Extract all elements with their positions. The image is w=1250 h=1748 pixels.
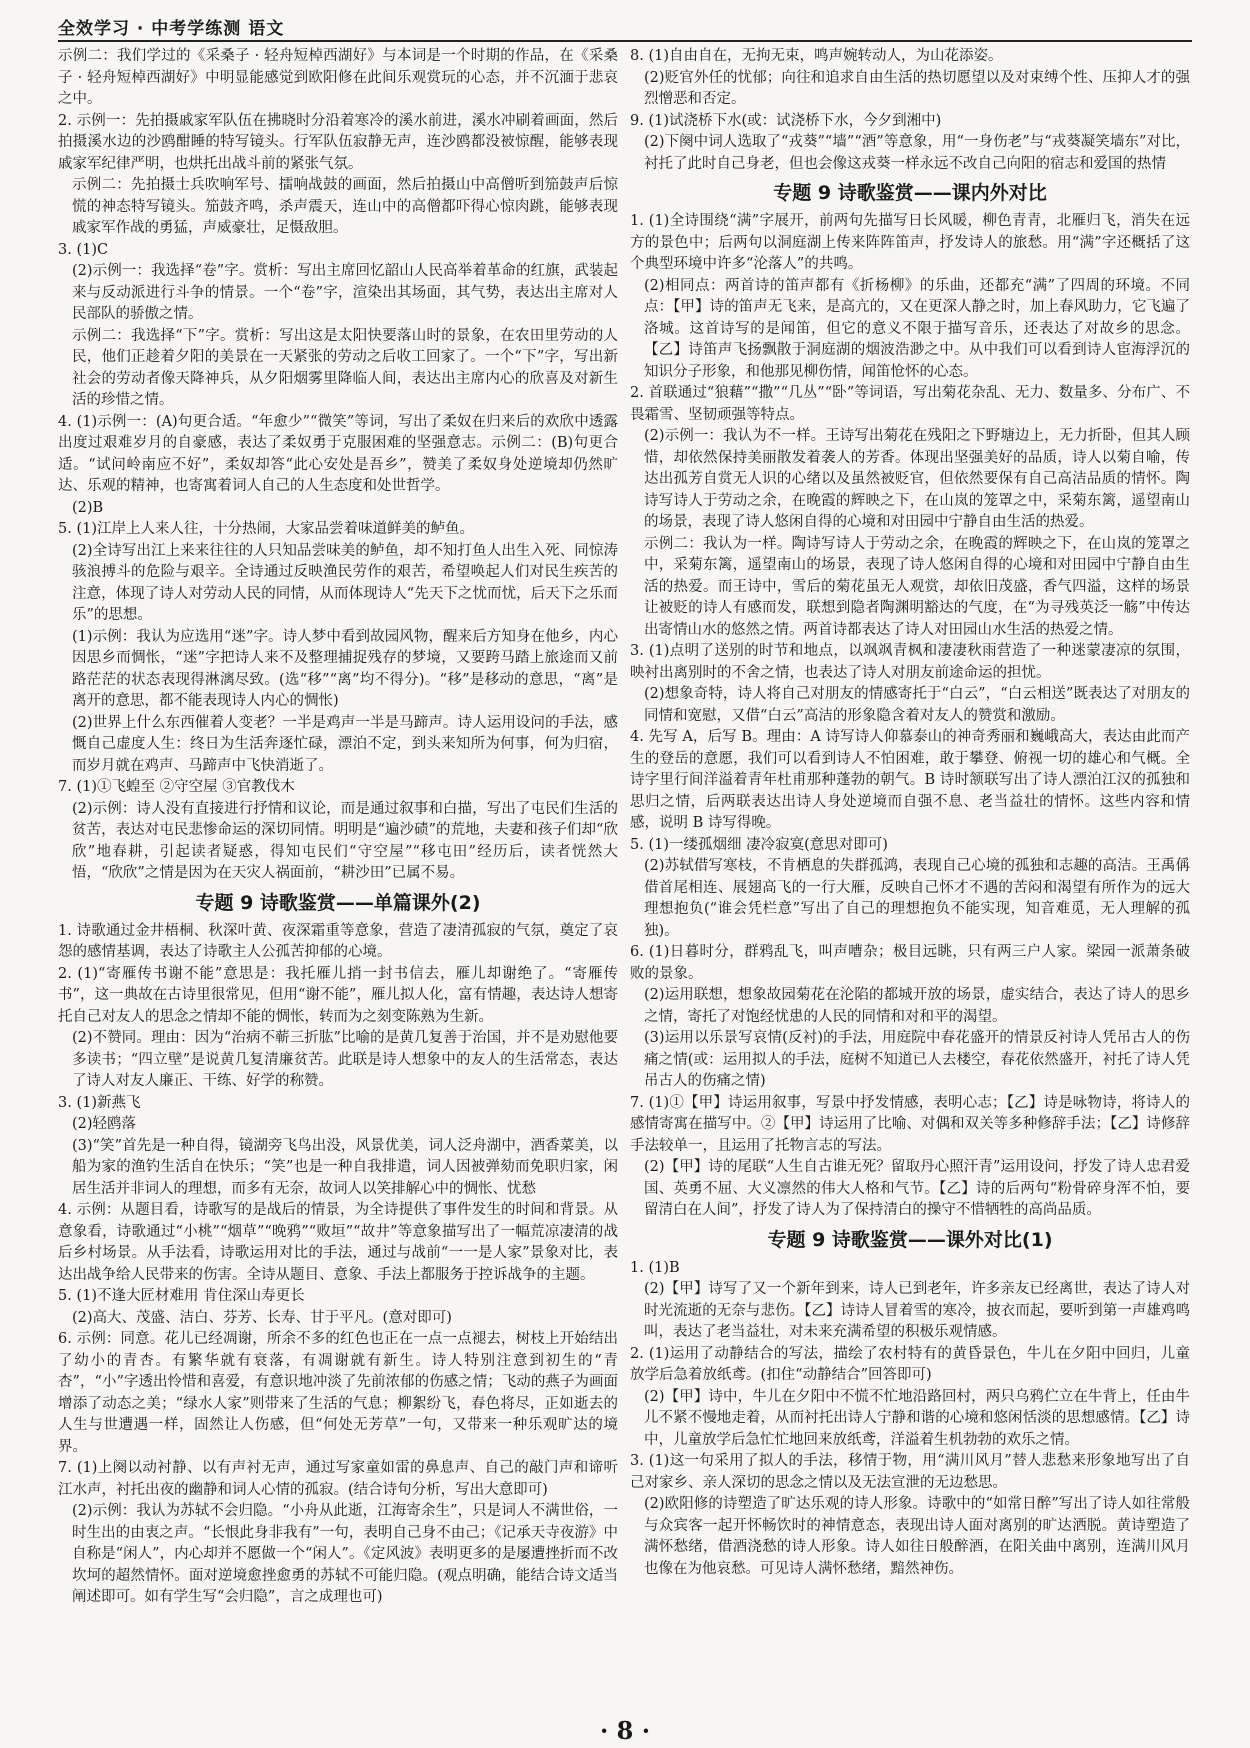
answer-paragraph: (2)想象奇特，诗人将自己对朋友的情感寄托于“白云”，“白云相送”既表达了对朋友的同情和宽慰，又借“白云”高洁的形象隐含着对友人的赞赏和激励。 [644,686,1190,724]
answer-paragraph: 3. (1)新燕飞 [58,1094,141,1111]
answer-paragraph: (2)高大、茂盛、洁白、芬芳、长寿、甘于平凡。(意对即可) [72,1309,452,1326]
answer-paragraph: (2)【甲】诗中，牛儿在夕阳中不慌不忙地沿路回村，两只乌鸦伫立在牛背上，任由牛儿不紧不慢地走着，从而衬托出诗人宁静和谐的心境和悠闲恬淡的思想感情。【乙】诗中，儿童放学后急忙忙地回来放纸鸢，洋溢着生机勃勃的欢乐之情。 [644,1388,1190,1448]
answer-paragraph: (2)示例：诗人没有直接进行抒情和议论，而是通过叙事和白描，写出了屯民们生活的贫苦，表达对屯民悲惨命运的深切同情。明明是“遍沙碛”的荒地，夫妻和孩子们却“欣欣”地春耕，引起读者疑惑，得知屯民们“守空屋”“移屯田”经历后，读者恍然大悟，“欣欣”之情是因为在天灾人祸面前，“耕沙田”已属不易。 [72,800,618,881]
answer-paragraph: (2)B [72,499,104,516]
answer-paragraph: 4. 示例：从题目看，诗歌写的是战后的情景，为全诗提供了事件发生的时间和背景。从意象看，诗歌通过“小桃”“烟草”“晚鸦”“败垣”“故井”等意象描写出了一幅荒凉凄清的战后乡村场景。从手法看，诗歌运用对比的手法，通过与战前“一一是人家”景象对比，表达出战争给人民带来的伤害。全诗从题目、意象、手法上都服务于控诉战争的主题。 [58,1202,618,1283]
answer-paragraph: 1. (1)B [630,1259,680,1276]
answer-paragraph: 1. 诗歌通过金井梧桐、秋深叶黄、夜深霜重等意象，营造了凄清孤寂的气氛，奠定了哀怨的感情基调，表达了诗歌主人公孤苦抑郁的心境。 [58,922,618,960]
answer-paragraph: 示例二：我们学过的《采桑子 · 轻舟短棹西湖好》与本词是一个时期的作品，在《采桑子 · 轻舟短棹西湖好》中明显能感觉到欧阳修在此间乐观赏玩的心态，并不沉湎于悲哀之中。 [58,48,618,107]
answer-paragraph: (2)【甲】诗的尾联“人生自古谁无死？留取丹心照汗青”运用设问，抒发了诗人忠君爱国、英勇不屈、大义凛然的伟大人格和气节。【乙】诗的后两句“粉骨碎身浑不怕，要留清白在人间”，抒发了诗人为了保持清白的操守不惜牺牲的高尚品质。 [644,1159,1190,1218]
answer-paragraph: (2)相同点：两首诗的笛声都有《折杨柳》的乐曲，还都充“满”了四周的环境。不同点：【甲】诗的笛声无飞来，是高亢的，又在更深人静之时，加上春风助力，它飞遍了洛城。这首诗写的是闻笛，但它的意义不限于描写音乐，还表达了对故乡的思念。【乙】诗笛声飞扬飘散于洞庭湖的烟波浩渺之中。从中我们可以看到诗人宦海浮沉的知识分子形象，和他那见柳伤情，闻笛怆怀的心态。 [644,277,1190,380]
answer-paragraph: (2)示例：我认为苏轼不会归隐。“小舟从此逝，江海寄余生”，只是词人不满世俗，一时生出的由衷之声。“长恨此身非我有”一句，表明自己身不由己；《记承天寺夜游》中自称是“闲人”，内心却并不愿做一个“闲人”。《定风波》表明更多的是屡遭挫折而不改坎坷的超然情怀。面对逆境愈挫愈勇的苏轼不可能归隐。(观点明确，能结合诗文适当阐述即可。如有学生写“会归隐”，言之成理也可) [72,1503,618,1605]
answer-paragraph: 7. (1)上阕以动衬静、以有声衬无声，通过写家童如雷的鼻息声、自己的敲门声和谛听江水声，衬托出夜的幽静和词人心情的孤寂。(结合诗句分析，写出大意即可) [58,1460,618,1498]
answer-paragraph: 示例二：我认为一样。陶诗写诗人于劳动之余，在晚霞的辉映之下，在山岚的笼罩之中，采菊东篱，遥望南山的场景，表现了诗人悠闲自得的心境和对田园中宁静自由生活的热爱。而王诗中，雪后的菊花虽无人观赏，却依旧茂盛，香气四溢，这样的场景让被贬的诗人有感而发，联想到隐者陶渊明豁达的气度，在“为寻残英泛一觞”中传达出寄情山水的悠然之情。两首诗都表达了诗人对田园山水生活的热爱之情。 [644,535,1190,638]
page-header: 全效学习 · 中考学练测 语文 [58,19,285,39]
answer-paragraph: 5. (1)一缕孤烟细 凄冷寂寞(意思对即可) [630,836,888,853]
answer-paragraph: (1)示例：我认为应选用“迷”字。诗人梦中看到故园风物，醒来后方知身在他乡，内心因思乡而惆怅，“迷”字把诗人来不及整理捕捉残存的梦境，又要跨马踏上旅途而又前路茫茫的状态表现得淋漓尽致。(选“移”“离”均不得分)。“移”是移动的意思，“离”是离开的意思，都不能表现诗人内心的惆怅) [72,628,618,709]
section-heading: 专题 9 诗歌鉴赏——课内外对比 [773,182,1047,204]
answer-paragraph: 示例二：我选择“下”字。赏析：写出这是太阳快要落山时的景象，在农田里劳动的人民，他们正趁着夕阳的美景在一天紧张的劳动之后收工回家了。一个“下”字，写出新社会的劳动者像天降神兵，从夕阳烟雾里降临人间，表达出主席内心的欣喜及对新生活的珍惜之情。 [72,327,618,408]
answer-paragraph: (2)欧阳修的诗塑造了旷达乐观的诗人形象。诗歌中的“如常日醉”写出了诗人如往常般与众宾客一起开怀畅饮时的神情意态，表现出诗人面对离别的旷达洒脱。黄诗塑造了满怀愁绪，借酒浇愁的诗人形象。诗人如往日般醉酒，在阳关曲中离别，连满川风月也像在为他哀愁。可见诗人满怀愁绪，黯然神伤。 [644,1496,1190,1577]
answer-paragraph: 2. 示例一：先拍摄戚家军队伍在拂晓时分沿着寒冷的溪水前进，溪水冲刷着画面，然后拍摄溪水边的沙鸥酣睡的特写镜头。行军队伍寂静无声，连沙鸥都没被惊醒，能够表现戚家军纪律严明，也烘托出战斗前的紧张气氛。 [58,112,618,172]
answer-paragraph: 4. (1)示例一：(A)句更合适。“年愈少”“微笑”等词，写出了柔奴在归来后的欢欣中透露出度过艰难岁月的自豪感，表达了柔奴勇于克服困难的坚强意志。示例二：(B)句更合适。“试问岭南应不好”，柔奴却答“此心安处是吾乡”，赞美了柔奴身处逆境却仍然旷达、乐观的精神，也寄寓着词人自己的人生态度和处世哲学。 [58,413,618,494]
answer-paragraph: 5. (1)不逢大匠材难用 肯住深山寿更长 [58,1288,305,1304]
answer-paragraph: 8. (1)自由自在，无拘无束，鸣声婉转动人，为山花添姿。 [630,48,1003,64]
answer-paragraph: (2)【甲】诗写了又一个新年到来，诗人已到老年，许多亲友已经离世，表达了诗人对时光流逝的无奈与悲伤。【乙】诗诗人冒着雪的寒冷，披衣而起，要听到第一声雄鸡鸣叫，表达了老当益壮，对未来充满希望的积极乐观情感。 [644,1281,1190,1340]
page-number: · 8 · [599,1716,651,1745]
answer-paragraph: 6. 示例：同意。花儿已经凋谢，所余不多的红色也正在一点一点褪去，树枝上开始结出了幼小的青杏。有繁华就有衰落，有凋谢就有新生。诗人特别注意到初生的“青杏”，“小”字透出怜惜和喜爱，有意识地冲淡了先前浓郁的伤感之情；飞动的燕子为画面增添了动态之美；“绿水人家”则带来了生活的气息；柳絮纷飞，春色将尽，正如逝去的人生与世遭遇一样，固然让人伤感，但“何处无芳草”一句，又带来一种乐观旷达的境界。 [58,1331,618,1455]
answer-paragraph: 2. (1)“寄雁传书谢不能”意思是：我托雁儿捎一封书信去，雁儿却谢绝了。“寄雁传书”，这一典故在古诗里很常见，但用“谢不能”，雁儿拟人化，富有情趣，表达诗人想寄托自己对友人的思念之情却不能的惆怅，转而为之刻变陈熟为生新。 [58,965,618,1025]
left-column [58,46,618,1706]
answer-paragraph: (2)运用联想，想象故园菊花在沦陷的都城开放的场景，虚实结合，表达了诗人的思乡之情，寄托了对饱经忧患的人民的同情和对和平的渴望。 [644,987,1190,1025]
answer-paragraph: (2)下阕中词人选取了“戎葵”“墙”“酒”等意象，用“一身伤老”与“戎葵凝笑墙东”对比，衬托了此时自己身老，但也会像这戎葵一样永远不改自己向阳的宿志和爱国的热情 [644,134,1190,172]
answer-paragraph: (2)全诗写出江上来来往往的人只知品尝味美的鲈鱼，却不知打鱼人出生入死、同惊涛骇浪搏斗的危险与艰辛。全诗通过反映渔民劳作的艰苦，希望唤起人们对民生疾苦的注意，体现了诗人对劳动人民的同情，从而体现诗人“先天下之忧而忧，后天下之乐而乐”的思想。 [72,542,618,623]
answer-paragraph: 7. (1)①飞蝗至 ②守空屋 ③官教伐木 [58,779,295,795]
answer-paragraph: (2)示例一：我选择“卷”字。赏析：写出主席回忆韶山人民高举着革命的红旗，武装起来与反动派进行斗争的情景。一个“卷”字，渲染出其场面，其气势，表达出主席对人民部队的骄傲之情。 [72,263,618,322]
answer-paragraph: (3)运用以乐景写哀情(反衬)的手法，用庭院中春花盛开的情景反衬诗人凭吊古人的伤痛之情(或：运用拟人的手法，庭树不知道已人去楼空，春花依然盛开，衬托了诗人凭吊古人的伤痛之情) [644,1030,1190,1089]
answer-paragraph: 5. (1)江岸上人来人往，十分热闹，大家品尝着味道鲜美的鲈鱼。 [58,521,474,537]
answer-paragraph: 7. (1)①【甲】诗运用叙事，写景中抒发情感，表明心志；【乙】诗是咏物诗，将诗人的感情寄寓在描写中。②【甲】诗运用了比喻、对偶和双关等多种修辞手法；【乙】诗修辞手法较单一，且运用了托物言志的写法。 [630,1094,1190,1154]
answer-paragraph: (2)苏轼借写寒枝，不肯栖息的失群孤鸿，表现自己心境的孤独和志趣的高洁。王禹偁借首尾相连、展翅高飞的一行大雁，反映自己怀才不遇的苦闷和渴望有所作为的远大理想抱负(“谁会凭栏意”写出了自己的理想抱负不能实现，知音难觅，无人理解的孤独)。 [644,858,1190,939]
answer-paragraph: 6. (1)日暮时分，群鸦乱飞，叫声嘈杂；极目远眺，只有两三户人家。梁园一派萧条破败的景象。 [630,944,1190,982]
answer-paragraph: (2)不赞同。理由：因为“治病不蕲三折肱”比喻的是黄几复善于治国，并不是劝慰他要多读书；“四立壁”是说黄几复清廉贫苦。此联是诗人想象中的友人的生活常态，表达了诗人对友人廉正、干练、好学的称赞。 [72,1030,618,1089]
header-divider [58,40,1192,42]
answer-paragraph: 3. (1)点明了送别的时节和地点，以飒飒青枫和凄凄秋雨营造了一种迷蒙凄凉的氛围，映衬出离别时的不舍之情，也表达了诗人对朋友前途命运的担忧。 [630,643,1190,681]
answer-paragraph: 4. 先写 A，后写 B。理由：A 诗写诗人仰慕泰山的神奇秀丽和巍峨高大，表达由此而产生的登岳的意愿，我们可以看到诗人不怕困难，敢于攀登、俯视一切的雄心和气概。全诗字里行间洋溢着青年杜甫那种蓬勃的朝气。B 诗时颔联写出了诗人漂泊江汉的孤独和思归之情，后两联表达出诗人身处逆境而自强不息、老当益壮的情怀。这些内容和情感，说明 B 诗写得晚。 [630,729,1190,831]
answer-paragraph: 示例二：先拍摄士兵吹响军号、擂响战鼓的画面，然后拍摄山中高僧听到笳鼓声后惊慌的神态特写镜头。笳鼓齐鸣，杀声震天，连山中的高僧都吓得心惊肉跳，能够表现戚家军作战的勇猛，声威豪壮，足慑敌胆。 [72,177,618,236]
right-column [630,46,1190,1706]
section-heading: 专题 9 诗歌鉴赏——课外对比(1) [767,1228,1053,1251]
answer-paragraph: (2)世界上什么东西催着人变老？一半是鸡声一半是马蹄声。诗人运用设问的手法，感慨自己虚度人生：终日为生活奔逐忙碌，漂泊不定，到头来知所为何事，何为归宿，而岁月就在鸡声、马蹄声中飞快消逝了。 [72,714,618,774]
answer-paragraph: 2. 首联通过“狼藉”“撒”“几丛”“卧”等词语，写出菊花杂乱、无力、数量多、分布广、不畏霜雪、坚韧顽强等特点。 [630,385,1190,423]
section-heading: 专题 9 诗歌鉴赏——单篇课外(2) [195,891,481,914]
answer-paragraph: 3. (1)这一句采用了拟人的手法，移情于物，用“满川风月”替人悲愁来形象地写出了自己对家乡、亲人深切的思念之情以及无法宣泄的无边愁思。 [630,1453,1190,1491]
answer-paragraph: 1. (1)全诗围绕“满”字展开，前两句先描写日长风暖，柳色青青，北雁归飞，消失在远方的景色中；后两句以洞庭湖上传来阵阵笛声，抒发诗人的旅愁。用“满”字还概括了这个典型环境中许多“沦落人”的共鸣。 [630,213,1190,272]
answer-paragraph: 2. (1)运用了动静结合的写法，描绘了农村特有的黄昏景色，牛儿在夕阳中回归，儿童放学后急着放纸鸢。(扣住“动静结合”回答即可) [630,1345,1190,1383]
answer-paragraph: (2)贬官外任的忧郁；向往和追求自由生活的热切愿望以及对束缚个性、压抑人才的强烈憎恶和否定。 [644,69,1190,107]
answer-paragraph: (2)轻鸥落 [72,1116,137,1132]
answer-paragraph: 3. (1)C [58,241,109,258]
answer-paragraph: (2)示例一：我认为不一样。王诗写出菊花在残阳之下野塘边上，无力折卧，但其人顾惜，却依然保持美丽散发着袭人的芳香。体现出坚强美好的品质，诗人以菊自喻，传达出孤芳自赏无人识的心绪以及虽然被贬官，但依然要保有自己高洁品质的情怀。陶诗写诗人于劳动之余，在晚霞的辉映之下，在山岚的笼罩之中，采菊东篱，遥望南山的场景，表现了诗人悠闲自得的心境和对田园中宁静自由生活的热爱。 [644,428,1190,530]
answer-paragraph: (3)“笑”首先是一种自得，镜湖旁飞鸟出没，风景优美，词人泛舟湖中，酒香菜美，以船为家的渔钓生活自在快乐；“笑”也是一种自我排遣，词人因被弹劾而免职归家，闲居生活并非词人的理想，而多有无奈，故词人以笑排解心中的惆怅、忧愁 [72,1137,618,1197]
answer-paragraph: 9. (1)试浇桥下水(或：试浇桥下水，今夕到湘中) [630,112,942,129]
